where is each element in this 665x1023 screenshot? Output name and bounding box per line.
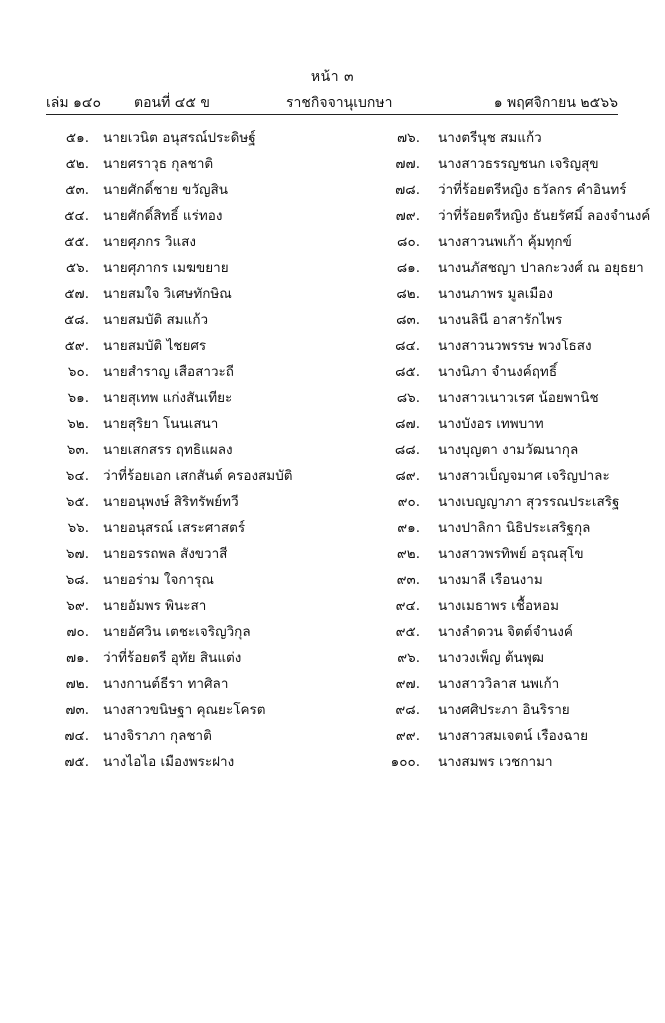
entry-name: นายศักดิ์สิทธิ์ แร่ทอง bbox=[103, 208, 223, 224]
entry-name: นายอัมพร พินะสา bbox=[103, 598, 207, 614]
list-item bbox=[380, 284, 630, 310]
list-item bbox=[56, 726, 356, 752]
entry-number: ๖๓. bbox=[66, 442, 89, 458]
entry-number: ๙๖. bbox=[397, 650, 420, 666]
list-item bbox=[380, 414, 630, 440]
entry-name: นางสาวธรรญชนก เจริญสุข bbox=[438, 156, 599, 172]
entry-name: นายสมบัติ สมแก้ว bbox=[103, 312, 209, 328]
entry-number: ๗๗. bbox=[395, 156, 420, 172]
list-item bbox=[56, 596, 356, 622]
entry-name: ว่าที่ร้อยเอก เสกสันต์ ครองสมบัติ bbox=[103, 468, 293, 484]
list-item bbox=[56, 154, 356, 180]
list-item bbox=[56, 622, 356, 648]
entry-number: ๙๘. bbox=[395, 702, 420, 718]
list-item bbox=[56, 258, 356, 284]
name-list-right bbox=[380, 128, 651, 778]
entry-name: นายศุภากร เมฆขยาย bbox=[103, 260, 229, 276]
entry-name: นายอนุสรณ์ เสระศาสตร์ bbox=[103, 520, 246, 536]
entry-number: ๖๙. bbox=[66, 598, 89, 614]
entry-name: นางสาวขนิษฐา คุณยะโครต bbox=[103, 702, 266, 718]
entry-name: นางสาวเนาวเรศ น้อยพานิช bbox=[438, 390, 599, 406]
entry-number: ๙๐. bbox=[397, 494, 420, 510]
entry-name: นางนิภา จำนงค์ฤทธิ์ bbox=[438, 364, 558, 380]
list-item bbox=[380, 206, 651, 232]
list-item bbox=[380, 440, 630, 466]
entry-number: ๖๕. bbox=[65, 494, 89, 510]
entry-name: ว่าที่ร้อยตรีหญิง ธันยรัศมิ์ ลองจำนงค์ bbox=[438, 208, 651, 224]
list-item bbox=[380, 596, 630, 622]
list-item bbox=[56, 492, 356, 518]
entry-number: ๙๕. bbox=[395, 624, 420, 640]
list-item bbox=[380, 466, 630, 492]
entry-name: นางศศิประภา อินริราย bbox=[438, 702, 570, 718]
entry-number: ๙๒. bbox=[396, 546, 420, 562]
entry-number: ๘๕. bbox=[395, 364, 420, 380]
header-rule bbox=[46, 114, 618, 115]
entry-number: ๗๖. bbox=[396, 130, 420, 146]
entry-name: นางปาลิกา นิธิประเสริฐกุล bbox=[438, 520, 591, 536]
entry-number: ๘๑. bbox=[396, 260, 420, 276]
entry-name: นางตรีนุช สมแก้ว bbox=[438, 130, 542, 146]
entry-number: ๕๓. bbox=[65, 182, 89, 198]
entry-name: ว่าที่ร้อยตรีหญิง ธวัลกร คำอินทร์ bbox=[438, 182, 627, 198]
entry-number: ๘๒. bbox=[396, 286, 420, 302]
list-item bbox=[56, 388, 356, 414]
entry-number: ๙๑. bbox=[397, 520, 420, 536]
entry-name: นางนลินี อาสารักไพร bbox=[438, 312, 563, 328]
entry-number: ๗๒. bbox=[65, 676, 89, 692]
entry-number: ๕๑. bbox=[65, 130, 89, 146]
entry-name: นายเวนิต อนุสรณ์ประดิษฐ์ bbox=[103, 130, 256, 146]
list-item bbox=[380, 362, 630, 388]
entry-number: ๕๙. bbox=[64, 338, 89, 354]
list-item bbox=[380, 674, 630, 700]
entry-name: นางบุญตา งามวัฒนากุล bbox=[438, 442, 579, 458]
entry-name: นางเบญญาภา สุวรรณประเสริฐ bbox=[438, 494, 620, 510]
list-item bbox=[56, 700, 356, 726]
entry-name: นายสุริยา โนนเสนา bbox=[103, 416, 219, 432]
name-list-left bbox=[56, 128, 356, 778]
list-item bbox=[56, 180, 356, 206]
list-item bbox=[56, 648, 356, 674]
entry-number: ๖๖. bbox=[67, 520, 89, 536]
list-item bbox=[56, 752, 356, 778]
list-item bbox=[380, 336, 630, 362]
entry-name: นายอร่าม ใจการุณ bbox=[103, 572, 214, 588]
entry-number: ๗๙. bbox=[395, 208, 420, 224]
entry-number: ๗๘. bbox=[395, 182, 420, 198]
list-item bbox=[56, 336, 356, 362]
entry-name: นางวงเพ็ญ ต้นพุฒ bbox=[438, 650, 544, 666]
list-item bbox=[56, 518, 356, 544]
entry-number: ๕๒. bbox=[65, 156, 89, 172]
list-item bbox=[380, 752, 630, 778]
list-item bbox=[380, 310, 630, 336]
entry-number: ๗๕. bbox=[64, 754, 89, 770]
entry-name: นายเสกสรร ฤทธิแผลง bbox=[103, 442, 233, 458]
list-item bbox=[56, 310, 356, 336]
header-gazette-title: ราชกิจจานุเบกษา bbox=[286, 95, 393, 111]
entry-name: นายสุเทพ แก่งสันเทียะ bbox=[103, 390, 233, 406]
entry-number: ๖๒. bbox=[67, 416, 89, 432]
entry-name: นายศักดิ์ชาย ขวัญสิน bbox=[103, 182, 228, 198]
entry-name: นางสาวสมเจตน์ เรืองฉาย bbox=[438, 728, 589, 744]
entry-number: ๕๘. bbox=[64, 312, 89, 328]
entry-number: ๘๔. bbox=[395, 338, 420, 354]
entry-number: ๙๓. bbox=[396, 572, 420, 588]
entry-number: ๖๑. bbox=[67, 390, 89, 406]
list-item bbox=[380, 258, 644, 284]
list-item bbox=[380, 232, 630, 258]
entry-number: ๘๙. bbox=[395, 468, 420, 484]
list-item bbox=[56, 466, 356, 492]
entry-name: นางสาวนวพรรษ พวงโธสง bbox=[438, 338, 592, 354]
entry-name: นางบังอร เทพบาท bbox=[438, 416, 544, 432]
entry-number: ๙๙. bbox=[395, 728, 420, 744]
entry-name: นายอัศวิน เตชะเจริญวิกุล bbox=[103, 624, 251, 640]
list-item bbox=[380, 492, 630, 518]
entry-number: ๗๑. bbox=[65, 650, 89, 666]
list-item bbox=[56, 570, 356, 596]
list-item bbox=[380, 180, 630, 206]
header-volume: เล่ม ๑๔๐ bbox=[46, 95, 102, 111]
entry-name: นางนภาพร มูลเมือง bbox=[438, 286, 553, 302]
list-item bbox=[380, 570, 630, 596]
entry-name: นายอนุพงษ์ สิริทรัพย์ทวี bbox=[103, 494, 239, 510]
entry-number: ๕๖. bbox=[65, 260, 89, 276]
list-item bbox=[56, 362, 356, 388]
entry-number: ๘๓. bbox=[396, 312, 420, 328]
entry-number: ๖๐. bbox=[67, 364, 89, 380]
entry-name: นางกานต์ธีรา ทาศิลา bbox=[103, 676, 229, 692]
entry-number: ๕๔. bbox=[64, 208, 89, 224]
entry-number: ๘๖. bbox=[396, 390, 420, 406]
header-date: ๑ พฤศจิกายน ๒๕๖๖ bbox=[493, 95, 618, 111]
entry-name: นางไอไอ เมืองพระฝาง bbox=[103, 754, 235, 770]
entry-name: นายสมบัติ ไชยศร bbox=[103, 338, 207, 354]
entry-number: ๘๗. bbox=[395, 416, 420, 432]
entry-number: ๖๘. bbox=[65, 572, 89, 588]
page-number: หน้า ๓ bbox=[310, 69, 355, 85]
list-item bbox=[56, 284, 356, 310]
list-item bbox=[380, 648, 630, 674]
list-item bbox=[56, 414, 356, 440]
list-item bbox=[56, 544, 356, 570]
list-item bbox=[56, 128, 356, 154]
entry-number: ๙๔. bbox=[395, 598, 420, 614]
gazette-header bbox=[46, 92, 618, 114]
entry-name: นางจิราภา กุลชาติ bbox=[103, 728, 212, 744]
entry-name: นายศราวุธ กุลชาติ bbox=[103, 156, 214, 172]
list-item bbox=[56, 232, 356, 258]
list-item bbox=[380, 388, 630, 414]
entry-name: ว่าที่ร้อยตรี อุทัย สินแต่ง bbox=[103, 650, 242, 666]
list-item bbox=[56, 206, 356, 232]
entry-number: ๕๗. bbox=[64, 286, 89, 302]
entry-number: ๘๘. bbox=[394, 442, 420, 458]
entry-name: นายอรรถพล สังขวาสี bbox=[103, 546, 228, 562]
list-item bbox=[380, 544, 630, 570]
list-item bbox=[56, 440, 356, 466]
entry-name: นางสาวพรทิพย์ อรุณสุโข bbox=[438, 546, 584, 562]
entry-number: ๖๗. bbox=[65, 546, 89, 562]
entry-name: นางสาวนพเก้า คุ้มทุกข์ bbox=[438, 234, 572, 250]
entry-number: ๗๔. bbox=[64, 728, 89, 744]
entry-name: นางเมธาพร เชื้อหอม bbox=[438, 598, 559, 614]
entry-name: นายสมใจ วิเศษทักษิณ bbox=[103, 286, 232, 302]
entry-name: นางมาลี เรือนงาม bbox=[438, 572, 543, 588]
entry-name: นายสำราญ เสือสาวะถี bbox=[103, 364, 234, 380]
list-item bbox=[56, 674, 356, 700]
entry-number: ๑๐๐. bbox=[390, 754, 420, 770]
entry-number: ๘๐. bbox=[397, 234, 420, 250]
entry-name: นายศุภกร วิแสง bbox=[103, 234, 197, 250]
list-item bbox=[380, 700, 630, 726]
entry-name: นางสาวเบ็ญจมาศ เจริญปาละ bbox=[438, 468, 610, 484]
list-item bbox=[380, 128, 630, 154]
list-item bbox=[380, 154, 630, 180]
header-part: ตอนที่ ๔๕ ข bbox=[134, 95, 210, 111]
entry-number: ๖๔. bbox=[65, 468, 89, 484]
entry-name: นางนภัสชญา ปาลกะวงศ์ ณ อยุธยา bbox=[438, 260, 644, 276]
list-item bbox=[380, 518, 630, 544]
entry-number: ๗๐. bbox=[66, 624, 89, 640]
entry-number: ๗๓. bbox=[65, 702, 89, 718]
list-item bbox=[380, 726, 630, 752]
entry-number: ๙๗. bbox=[395, 676, 420, 692]
entry-name: นางสาววิลาส นพเก้า bbox=[438, 676, 560, 692]
list-item bbox=[380, 622, 630, 648]
entry-number: ๕๕. bbox=[64, 234, 89, 250]
entry-name: นางสมพร เวชกามา bbox=[438, 754, 553, 770]
entry-name: นางลำดวน จิตต์จำนงค์ bbox=[438, 624, 573, 640]
